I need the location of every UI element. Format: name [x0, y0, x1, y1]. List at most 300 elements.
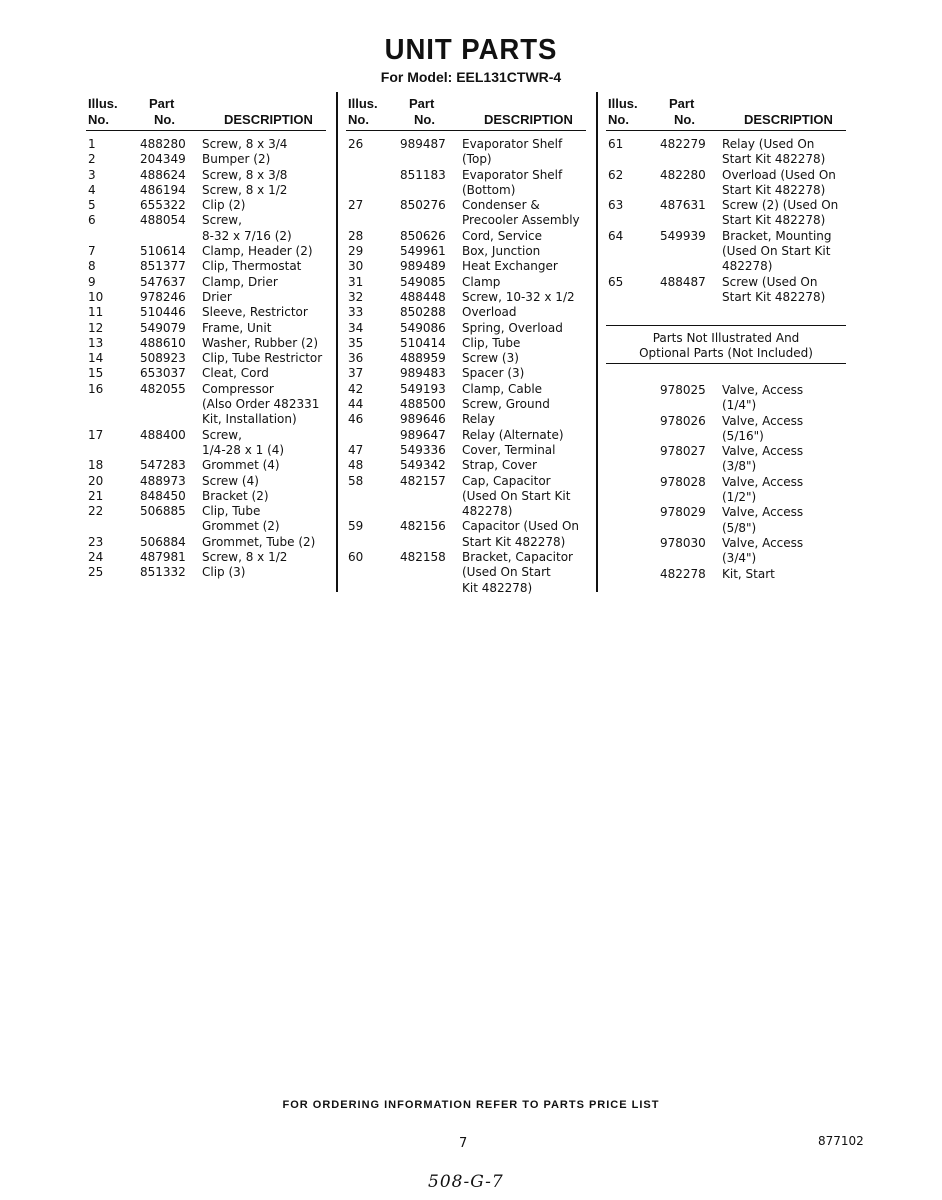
illus-number: 60 — [348, 550, 364, 565]
table-row — [86, 366, 326, 381]
table-row — [86, 351, 326, 366]
illus-number: 4 — [88, 182, 96, 197]
part-number: 978028 — [660, 474, 706, 489]
part-description — [722, 137, 825, 168]
header-illus1: Illus. — [348, 96, 378, 111]
document-code: 877102 — [818, 1134, 864, 1148]
table-row — [346, 382, 586, 397]
part-number: 547637 — [140, 274, 186, 289]
part-description — [202, 213, 292, 244]
part-description — [462, 351, 519, 366]
illus-number: 64 — [608, 228, 624, 243]
part-number: 506884 — [140, 534, 186, 549]
description-line: 482278) — [462, 504, 513, 519]
table-row — [86, 428, 326, 459]
part-description — [462, 443, 555, 458]
header-desc: DESCRIPTION — [744, 112, 833, 127]
illus-number: 10 — [88, 289, 104, 304]
table-row — [346, 474, 586, 520]
illus-number: 17 — [88, 427, 104, 442]
part-description — [722, 168, 836, 199]
description-line: Screw, 8 x 3/8 — [202, 167, 288, 182]
part-description — [722, 444, 803, 475]
part-description — [722, 536, 803, 567]
illus-number: 37 — [348, 366, 364, 381]
table-row — [606, 198, 846, 229]
description-line: Screw, 8 x 3/4 — [202, 137, 288, 151]
part-description — [202, 489, 269, 504]
part-number: 510614 — [140, 244, 186, 259]
table-row — [346, 519, 586, 550]
part-description — [462, 519, 579, 550]
illus-number: 31 — [348, 274, 364, 289]
part-description — [722, 383, 803, 414]
illus-number: 32 — [348, 289, 364, 304]
table-row — [346, 244, 586, 259]
description-line: Valve, Access — [722, 505, 804, 520]
part-number: 482156 — [400, 519, 446, 534]
part-description — [202, 290, 232, 305]
part-description — [202, 428, 284, 459]
part-description — [462, 474, 570, 520]
description-line: Cap, Capacitor — [462, 473, 551, 488]
description-line: Precooler Assembly — [462, 213, 580, 228]
part-number: 488400 — [140, 427, 186, 442]
description-line: Cleat, Cord — [202, 366, 269, 381]
illus-number: 48 — [348, 458, 364, 473]
description-line: Start Kit 482278) — [722, 289, 826, 304]
description-line: Relay (Alternate) — [462, 427, 564, 442]
table-row — [346, 229, 586, 244]
illus-number: 61 — [608, 137, 624, 151]
part-number: 978025 — [660, 383, 706, 397]
description-line: Bumper (2) — [202, 152, 271, 167]
part-description — [462, 229, 542, 244]
part-description — [722, 505, 803, 536]
part-number: 549079 — [140, 320, 186, 335]
description-line: Condenser & — [462, 198, 540, 213]
table-row — [86, 198, 326, 213]
table-row — [606, 275, 846, 306]
table-row — [346, 198, 586, 229]
description-line: Overload — [462, 305, 517, 320]
part-description — [202, 382, 319, 428]
description-line: Screw (2) (Used On — [722, 198, 839, 213]
part-description — [462, 275, 500, 290]
table-row — [346, 275, 586, 290]
table-row — [606, 536, 846, 567]
description-line: Compressor — [202, 381, 274, 396]
part-description — [202, 259, 301, 274]
part-description — [462, 366, 524, 381]
part-number: 488973 — [140, 473, 186, 488]
part-description — [202, 565, 245, 580]
part-description — [202, 183, 287, 198]
header-illus2: No. — [88, 112, 109, 127]
description-line: Evaporator Shelf — [462, 137, 563, 151]
table-row — [86, 458, 326, 473]
header-illus2: No. — [348, 112, 369, 127]
table-row — [86, 489, 326, 504]
table-row — [346, 137, 586, 168]
table-row — [606, 168, 846, 199]
description-line: Valve, Access — [722, 535, 804, 550]
illus-number: 47 — [348, 442, 364, 457]
part-description — [202, 458, 280, 473]
description-line: Washer, Rubber (2) — [202, 335, 319, 350]
part-number: 850626 — [400, 228, 446, 243]
part-description — [462, 198, 580, 229]
table-row — [86, 321, 326, 336]
header-part1: Part — [669, 96, 695, 111]
table-row — [606, 229, 846, 275]
table-row — [346, 351, 586, 366]
part-number: 989487 — [400, 137, 446, 151]
part-number: 989489 — [400, 259, 446, 274]
part-number: 549193 — [400, 381, 446, 396]
description-line: Screw, 8 x 1/2 — [202, 182, 288, 197]
header-desc: DESCRIPTION — [484, 112, 573, 127]
description-line: Valve, Access — [722, 413, 804, 428]
description-line: Kit 482278) — [462, 580, 533, 595]
description-line: (Used On Start Kit — [722, 244, 831, 259]
description-line: Clip, Tube — [462, 335, 521, 350]
part-number: 482158 — [400, 550, 446, 565]
table-row — [86, 382, 326, 428]
illus-number: 58 — [348, 473, 364, 488]
header-part2: No. — [414, 112, 435, 127]
part-number: 848450 — [140, 488, 186, 503]
header-illus1: Illus. — [608, 96, 638, 111]
part-number: 482278 — [660, 566, 706, 581]
table-row — [346, 458, 586, 473]
description-line: Spacer (3) — [462, 366, 525, 381]
optional-section-rule-bottom — [606, 363, 846, 364]
column-header — [86, 96, 326, 131]
description-line: (Used On Start Kit — [462, 488, 571, 503]
column-header — [346, 96, 586, 131]
description-line: Screw, — [202, 427, 242, 442]
part-number: 488487 — [660, 274, 706, 289]
table-row — [346, 550, 586, 596]
part-number: 488280 — [140, 137, 186, 151]
part-description — [722, 198, 838, 229]
description-line: Screw, — [202, 213, 242, 228]
description-line: (1/2") — [722, 490, 757, 505]
part-description — [202, 198, 245, 213]
table-row — [346, 259, 586, 274]
part-description — [722, 275, 825, 306]
header-part1: Part — [409, 96, 435, 111]
header-illus2: No. — [608, 112, 629, 127]
part-description — [462, 259, 558, 274]
part-number: 488959 — [400, 351, 446, 366]
part-number: 506885 — [140, 504, 186, 519]
part-number: 549336 — [400, 442, 446, 457]
description-line: (Bottom) — [462, 182, 516, 197]
table-row — [346, 366, 586, 381]
illus-number: 9 — [88, 274, 96, 289]
part-description — [462, 321, 563, 336]
table-row — [86, 535, 326, 550]
description-line: Grommet, Tube (2) — [202, 534, 316, 549]
illus-number: 34 — [348, 320, 364, 335]
column-divider — [596, 92, 598, 592]
description-line: Valve, Access — [722, 383, 804, 397]
description-line: Cover, Terminal — [462, 442, 556, 457]
column-divider — [336, 92, 338, 592]
part-number: 549939 — [660, 228, 706, 243]
part-description — [202, 152, 270, 167]
optional-title-line-2: Optional Parts (Not Included) — [639, 346, 813, 360]
description-line: Screw (3) — [462, 351, 519, 366]
table-row — [86, 550, 326, 565]
part-number: 989646 — [400, 412, 446, 427]
description-line: Evaporator Shelf — [462, 167, 563, 182]
part-number: 547283 — [140, 458, 186, 473]
description-line: Clip, Thermostat — [202, 259, 302, 274]
table-row — [86, 275, 326, 290]
table-row — [86, 152, 326, 167]
parts-column-1 — [86, 96, 326, 581]
illus-number: 42 — [348, 381, 364, 396]
illus-number: 8 — [88, 259, 96, 274]
illus-number: 27 — [348, 198, 364, 213]
illus-number: 46 — [348, 412, 364, 427]
part-description — [202, 535, 315, 550]
part-description — [462, 412, 495, 427]
part-number: 510414 — [400, 335, 446, 350]
part-number: 851332 — [140, 565, 186, 580]
description-line: Overload (Used On — [722, 167, 836, 182]
illus-number: 3 — [88, 167, 96, 182]
description-line: (3/4") — [722, 551, 757, 566]
header-desc: DESCRIPTION — [224, 112, 313, 127]
part-description — [462, 397, 550, 412]
description-line: Clamp — [462, 274, 501, 289]
table-row — [86, 259, 326, 274]
illus-number: 36 — [348, 351, 364, 366]
description-line: (5/16") — [722, 428, 764, 443]
part-description — [202, 137, 287, 152]
description-line: Clamp, Header (2) — [202, 244, 313, 259]
part-description — [202, 321, 271, 336]
part-number: 488624 — [140, 167, 186, 182]
illus-number: 33 — [348, 305, 364, 320]
description-line: (1/4") — [722, 398, 757, 413]
part-number: 488054 — [140, 213, 186, 228]
description-line: Spring, Overload — [462, 320, 563, 335]
part-number: 487981 — [140, 550, 186, 565]
illus-number: 21 — [88, 488, 104, 503]
part-number: 488500 — [400, 397, 446, 412]
description-line: Kit, Start — [722, 566, 775, 581]
description-line: Clip, Tube — [202, 504, 261, 519]
illus-number: 26 — [348, 137, 364, 151]
description-line: Start Kit 482278) — [722, 182, 826, 197]
description-line: Screw, 8 x 1/2 — [202, 550, 288, 565]
part-description — [202, 351, 322, 366]
description-line: (5/8") — [722, 520, 757, 535]
table-row — [86, 565, 326, 580]
part-number: 486194 — [140, 182, 186, 197]
table-row — [346, 412, 586, 427]
illus-number: 14 — [88, 351, 104, 366]
part-number: 978026 — [660, 413, 706, 428]
illus-number: 16 — [88, 381, 104, 396]
table-row — [606, 567, 846, 598]
table-row — [346, 397, 586, 412]
part-number: 482157 — [400, 473, 446, 488]
description-line: Grommet (2) — [202, 519, 280, 534]
table-row — [86, 168, 326, 183]
part-number: 549085 — [400, 274, 446, 289]
table-row — [606, 383, 846, 414]
illus-number: 63 — [608, 198, 624, 213]
table-row — [86, 213, 326, 244]
part-description — [202, 550, 287, 565]
description-line: 482278) — [722, 259, 773, 274]
illus-number: 18 — [88, 458, 104, 473]
description-line: Clip, Tube Restrictor — [202, 351, 323, 366]
part-number: 850288 — [400, 305, 446, 320]
illus-number: 5 — [88, 198, 96, 213]
table-row — [606, 505, 846, 536]
part-number: 851183 — [400, 167, 446, 182]
table-row — [86, 244, 326, 259]
part-number: 978030 — [660, 535, 706, 550]
illus-number: 15 — [88, 366, 104, 381]
part-description — [722, 567, 775, 582]
parts-column-3 — [606, 96, 846, 305]
description-line: Capacitor (Used On — [462, 519, 580, 534]
part-number: 482055 — [140, 381, 186, 396]
description-line: Screw (4) — [202, 473, 259, 488]
part-description — [202, 275, 278, 290]
description-line: Clamp, Cable — [462, 381, 543, 396]
description-line: Strap, Cover — [462, 458, 537, 473]
description-line: Grommet (4) — [202, 458, 280, 473]
illus-number: 59 — [348, 519, 364, 534]
description-line: Box, Junction — [462, 244, 541, 259]
optional-section-rule-top — [606, 325, 846, 326]
optional-parts-list — [606, 383, 846, 597]
description-line: Bracket, Mounting — [722, 228, 832, 243]
table-row — [86, 137, 326, 152]
part-number: 978029 — [660, 505, 706, 520]
description-line: Clip (2) — [202, 198, 246, 213]
description-line: Screw (Used On — [722, 274, 818, 289]
description-line: (3/8") — [722, 459, 757, 474]
part-description — [202, 168, 287, 183]
description-line: 8-32 x 7/16 (2) — [202, 228, 292, 243]
part-number: 482279 — [660, 137, 706, 151]
part-number: 482280 — [660, 167, 706, 182]
part-description — [462, 290, 575, 305]
table-row — [606, 444, 846, 475]
part-description — [202, 244, 313, 259]
part-description — [462, 336, 520, 351]
illus-number: 24 — [88, 550, 104, 565]
part-number: 549961 — [400, 244, 446, 259]
model-subtitle: For Model: EEL131CTWR-4 — [380, 69, 562, 85]
illus-number: 20 — [88, 473, 104, 488]
column-header — [606, 96, 846, 131]
illus-number: 65 — [608, 274, 624, 289]
illus-number: 13 — [88, 335, 104, 350]
part-number: 655322 — [140, 198, 186, 213]
page-number: 7 — [459, 1136, 468, 1151]
table-row — [86, 183, 326, 198]
part-description — [462, 428, 564, 443]
description-line: Heat Exchanger — [462, 259, 558, 274]
part-description — [462, 305, 517, 320]
part-description — [202, 474, 259, 489]
part-description — [722, 475, 803, 506]
ordering-info: FOR ORDERING INFORMATION REFER TO PARTS PRICE LIST — [282, 1099, 660, 1111]
table-row — [606, 475, 846, 506]
description-line: Cord, Service — [462, 228, 543, 243]
description-line: Relay — [462, 412, 495, 427]
description-line: Valve, Access — [722, 444, 804, 459]
part-number: 989647 — [400, 427, 446, 442]
part-description — [462, 244, 540, 259]
description-line: Clip (3) — [202, 565, 246, 580]
part-description — [202, 504, 280, 535]
part-number: 978027 — [660, 444, 706, 459]
header-illus1: Illus. — [88, 96, 118, 111]
part-number: 487631 — [660, 198, 706, 213]
part-number: 989483 — [400, 366, 446, 381]
description-line: (Used On Start — [462, 565, 551, 580]
part-description — [722, 229, 832, 275]
part-description — [462, 168, 562, 199]
part-number: 488448 — [400, 289, 446, 304]
description-line: Screw, Ground — [462, 397, 550, 412]
header-part2: No. — [674, 112, 695, 127]
part-description — [462, 382, 542, 397]
illus-number: 12 — [88, 320, 104, 335]
illus-number: 28 — [348, 228, 364, 243]
table-row — [86, 504, 326, 535]
part-description — [462, 458, 537, 473]
table-row — [346, 321, 586, 336]
illus-number: 35 — [348, 335, 364, 350]
part-description — [722, 414, 803, 445]
description-line: Frame, Unit — [202, 320, 272, 335]
part-number: 204349 — [140, 152, 186, 167]
part-description — [462, 137, 562, 168]
page-title: UNIT PARTS — [384, 34, 558, 66]
description-line: Start Kit 482278) — [722, 152, 826, 167]
description-line: Start Kit 482278) — [722, 213, 826, 228]
part-number: 978246 — [140, 289, 186, 304]
illus-number: 6 — [88, 213, 96, 228]
description-line: Relay (Used On — [722, 137, 815, 151]
table-row — [346, 168, 586, 199]
illus-number: 25 — [88, 565, 104, 580]
description-line: Bracket, Capacitor — [462, 550, 573, 565]
part-number: 851377 — [140, 259, 186, 274]
description-line: (Also Order 482331 — [202, 397, 320, 412]
description-line: Clamp, Drier — [202, 274, 278, 289]
part-number: 549086 — [400, 320, 446, 335]
table-row — [86, 290, 326, 305]
handwritten-note: 508-G-7 — [428, 1172, 504, 1192]
description-line: Valve, Access — [722, 474, 804, 489]
illus-number: 1 — [88, 137, 96, 151]
parts-column-2 — [346, 96, 586, 596]
